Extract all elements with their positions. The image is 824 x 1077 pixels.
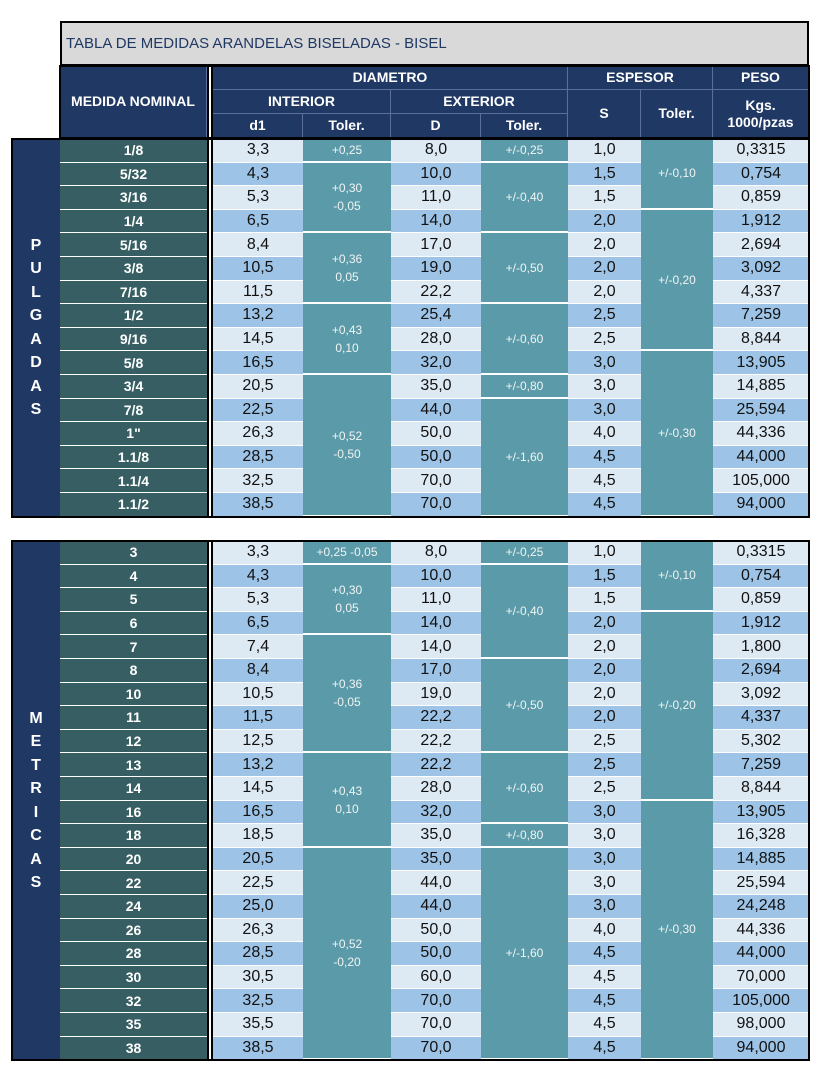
D-cell: 44,0 [391, 399, 481, 423]
peso-cell: 44,000 [713, 942, 809, 966]
nominal-size-cell: 1" [60, 422, 207, 446]
d1-cell: 6,5 [213, 612, 303, 636]
s-cell: 1,5 [568, 588, 641, 612]
peso-cell: 1,800 [713, 635, 809, 659]
D-cell: 17,0 [391, 233, 481, 257]
peso-cell: 5,302 [713, 730, 809, 754]
peso-cell: 44,336 [713, 919, 809, 943]
nominal-size-cell: 38 [60, 1037, 207, 1061]
tolerance-value: +0,25 [331, 142, 363, 157]
s-cell: 3,0 [568, 895, 641, 919]
header-espesor: ESPESOR [568, 66, 713, 90]
section-label-letter: A [30, 377, 42, 395]
peso-cell: 0,3315 [713, 541, 809, 565]
peso-cell: 105,000 [713, 469, 809, 493]
peso-cell: 3,092 [713, 683, 809, 707]
nominal-size-cell: 6 [60, 612, 207, 636]
peso-cell: 0,3315 [713, 139, 809, 163]
d1-cell: 12,5 [213, 730, 303, 754]
s-cell: 3,0 [568, 801, 641, 825]
peso-cell: 7,259 [713, 753, 809, 777]
tolerance-value: +/-0,20 [658, 272, 696, 287]
d1-cell: 25,0 [213, 895, 303, 919]
table-title: TABLA DE MEDIDAS ARANDELAS BISELADAS - BISEL [60, 21, 809, 66]
tolerance-interior-cell [303, 139, 391, 163]
s-cell: 4,0 [568, 422, 641, 446]
section-label-letter: A [30, 850, 42, 868]
D-cell: 19,0 [391, 257, 481, 281]
nominal-size-cell: 35 [60, 1013, 207, 1037]
d1-cell: 8,4 [213, 233, 303, 257]
s-cell: 2,0 [568, 683, 641, 707]
tolerance-value: +/-0,25 [505, 544, 544, 559]
tolerance-interior-cell [303, 375, 391, 517]
d1-cell: 13,2 [213, 753, 303, 777]
D-cell: 44,0 [391, 871, 481, 895]
d1-cell: 10,5 [213, 257, 303, 281]
header-peso: PESO [713, 66, 809, 90]
tolerance-value: +/-0,80 [505, 827, 544, 842]
peso-cell: 8,844 [713, 328, 809, 352]
tolerance-value: +0,52 [331, 936, 363, 951]
tolerance-espesor-cell [641, 612, 713, 801]
tolerance-exterior-cell [481, 233, 568, 304]
tolerance-exterior-cell [481, 304, 568, 375]
d1-cell: 16,5 [213, 801, 303, 825]
tolerance-value: 0,05 [335, 269, 359, 284]
section-label-letter: D [30, 354, 42, 372]
peso-cell: 1,912 [713, 210, 809, 234]
column-separator [207, 139, 213, 517]
tolerance-exterior-cell [481, 399, 568, 517]
d1-cell: 14,5 [213, 777, 303, 801]
D-cell: 44,0 [391, 895, 481, 919]
D-cell: 70,0 [391, 989, 481, 1013]
tolerance-exterior-cell [481, 659, 568, 753]
nominal-size-cell: 16 [60, 801, 207, 825]
tolerance-interior-cell [303, 163, 391, 234]
tolerance-interior-cell [303, 304, 391, 375]
tolerance-espesor-cell [641, 351, 713, 516]
d1-cell: 11,5 [213, 281, 303, 305]
D-cell: 8,0 [391, 139, 481, 163]
section-label-letter: G [29, 307, 43, 325]
s-cell: 2,0 [568, 659, 641, 683]
section-vertical-label [24, 707, 48, 895]
section-label-letter: I [33, 803, 39, 821]
peso-cell: 14,885 [713, 848, 809, 872]
s-cell: 3,0 [568, 351, 641, 375]
D-cell: 14,0 [391, 612, 481, 636]
s-cell: 4,5 [568, 493, 641, 517]
d1-cell: 18,5 [213, 824, 303, 848]
s-cell: 2,0 [568, 257, 641, 281]
nominal-size-cell: 30 [60, 966, 207, 990]
nominal-size-cell: 1/4 [60, 210, 207, 234]
s-cell: 2,5 [568, 777, 641, 801]
tolerance-interior-cell [303, 565, 391, 636]
D-cell: 60,0 [391, 966, 481, 990]
nominal-size-cell: 3/4 [60, 375, 207, 399]
nominal-size-cell: 24 [60, 895, 207, 919]
D-cell: 50,0 [391, 422, 481, 446]
s-cell: 4,0 [568, 919, 641, 943]
s-cell: 3,0 [568, 399, 641, 423]
tolerance-value: +/-0,30 [658, 922, 696, 937]
nominal-size-cell: 1/8 [60, 139, 207, 163]
D-cell: 35,0 [391, 824, 481, 848]
d1-cell: 13,2 [213, 304, 303, 328]
tolerance-value: -0,05 [333, 695, 361, 710]
nominal-size-cell: 1.1/4 [60, 469, 207, 493]
nominal-size-cell: 9/16 [60, 328, 207, 352]
nominal-size-cell: 5 [60, 588, 207, 612]
D-cell: 19,0 [391, 683, 481, 707]
tolerance-value: -0,50 [333, 446, 361, 461]
peso-cell: 16,328 [713, 824, 809, 848]
peso-cell: 13,905 [713, 801, 809, 825]
d1-cell: 38,5 [213, 1037, 303, 1061]
nominal-size-cell: 5/16 [60, 233, 207, 257]
tolerance-exterior-cell [481, 541, 568, 565]
peso-cell: 0,859 [713, 186, 809, 210]
s-cell: 3,0 [568, 824, 641, 848]
nominal-size-cell: 10 [60, 683, 207, 707]
section-label-letter: S [30, 401, 42, 419]
header-d1: d1 [213, 114, 303, 138]
nominal-size-cell: 26 [60, 919, 207, 943]
tolerance-espesor-cell [641, 210, 713, 352]
d1-cell: 11,5 [213, 706, 303, 730]
D-cell: 11,0 [391, 588, 481, 612]
D-cell: 50,0 [391, 942, 481, 966]
s-cell: 2,5 [568, 304, 641, 328]
D-cell: 11,0 [391, 186, 481, 210]
s-cell: 2,0 [568, 281, 641, 305]
d1-cell: 5,3 [213, 588, 303, 612]
s-cell: 1,5 [568, 186, 641, 210]
tolerance-interior-cell [303, 635, 391, 753]
section-vertical-label [24, 234, 48, 422]
s-cell: 3,0 [568, 848, 641, 872]
d1-cell: 35,5 [213, 1013, 303, 1037]
tolerance-espesor-cell [641, 801, 713, 1061]
peso-cell: 3,092 [713, 257, 809, 281]
nominal-size-cell: 5/8 [60, 351, 207, 375]
D-cell: 70,0 [391, 469, 481, 493]
D-cell: 14,0 [391, 635, 481, 659]
tolerance-value: 0,10 [335, 801, 359, 816]
section-label-letter: M [29, 709, 43, 727]
peso-cell: 0,859 [713, 588, 809, 612]
D-cell: 22,2 [391, 706, 481, 730]
header-toler-espesor: Toler. [641, 90, 713, 138]
d1-cell: 5,3 [213, 186, 303, 210]
peso-cell: 24,248 [713, 895, 809, 919]
nominal-size-cell: 8 [60, 659, 207, 683]
D-cell: 70,0 [391, 1013, 481, 1037]
tolerance-espesor-cell [641, 541, 713, 612]
peso-cell: 2,694 [713, 659, 809, 683]
nominal-size-cell: 3/8 [60, 257, 207, 281]
tolerance-interior-cell [303, 848, 391, 1060]
s-cell: 3,0 [568, 871, 641, 895]
header-kgs: Kgs. 1000/pzas [713, 90, 809, 138]
peso-cell: 25,594 [713, 871, 809, 895]
tolerance-value: +0,43 [331, 783, 363, 798]
peso-cell: 70,000 [713, 966, 809, 990]
d1-cell: 38,5 [213, 493, 303, 517]
D-cell: 32,0 [391, 351, 481, 375]
peso-cell: 13,905 [713, 351, 809, 375]
d1-cell: 30,5 [213, 966, 303, 990]
section-label-letter: P [30, 236, 42, 254]
peso-cell: 105,000 [713, 989, 809, 1013]
nominal-size-cell: 4 [60, 565, 207, 589]
D-cell: 70,0 [391, 493, 481, 517]
s-cell: 2,0 [568, 233, 641, 257]
s-cell: 1,0 [568, 139, 641, 163]
nominal-size-cell: 13 [60, 753, 207, 777]
d1-cell: 28,5 [213, 942, 303, 966]
d1-cell: 32,5 [213, 469, 303, 493]
header-exterior: EXTERIOR [391, 90, 568, 114]
tolerance-value: +/-0,50 [505, 698, 544, 713]
s-cell: 2,0 [568, 210, 641, 234]
peso-cell: 4,337 [713, 281, 809, 305]
header-separator [207, 66, 213, 138]
peso-cell: 8,844 [713, 777, 809, 801]
tolerance-exterior-cell [481, 824, 568, 848]
d1-cell: 3,3 [213, 541, 303, 565]
peso-cell: 94,000 [713, 493, 809, 517]
tolerance-interior-cell [303, 233, 391, 304]
peso-cell: 4,337 [713, 706, 809, 730]
D-cell: 28,0 [391, 777, 481, 801]
s-cell: 4,5 [568, 1013, 641, 1037]
tolerance-exterior-cell [481, 848, 568, 1060]
d1-cell: 10,5 [213, 683, 303, 707]
tolerance-exterior-cell [481, 163, 568, 234]
s-cell: 4,5 [568, 989, 641, 1013]
D-cell: 10,0 [391, 565, 481, 589]
d1-cell: 8,4 [213, 659, 303, 683]
s-cell: 4,5 [568, 966, 641, 990]
header-diametro: DIAMETRO [213, 66, 568, 90]
s-cell: 4,5 [568, 469, 641, 493]
section-label-letter: T [31, 756, 41, 774]
tolerance-interior-cell [303, 541, 391, 565]
nominal-size-cell: 7 [60, 635, 207, 659]
d1-cell: 26,3 [213, 919, 303, 943]
section-label-letter: R [30, 780, 42, 798]
column-separator [207, 541, 213, 1060]
D-cell: 50,0 [391, 446, 481, 470]
tolerance-value: 0,05 [335, 600, 359, 615]
peso-cell: 0,754 [713, 565, 809, 589]
D-cell: 22,2 [391, 730, 481, 754]
tolerance-value: +0,36 [331, 251, 363, 266]
section-label-letter: U [30, 260, 42, 278]
D-cell: 32,0 [391, 801, 481, 825]
d1-cell: 4,3 [213, 565, 303, 589]
D-cell: 28,0 [391, 328, 481, 352]
tolerance-value: +/-0,10 [658, 166, 696, 181]
d1-cell: 22,5 [213, 399, 303, 423]
tolerance-value: +0,25 -0,05 [316, 544, 378, 559]
s-cell: 2,0 [568, 612, 641, 636]
D-cell: 50,0 [391, 919, 481, 943]
s-cell: 1,5 [568, 565, 641, 589]
header-toler-exterior: Toler. [481, 114, 568, 138]
peso-cell: 98,000 [713, 1013, 809, 1037]
peso-cell: 94,000 [713, 1037, 809, 1061]
tolerance-value: +/-0,20 [658, 698, 696, 713]
header-interior: INTERIOR [213, 90, 391, 114]
tolerance-value: +0,30 [331, 180, 363, 195]
d1-cell: 14,5 [213, 328, 303, 352]
tolerance-exterior-cell [481, 753, 568, 824]
nominal-size-cell: 5/32 [60, 163, 207, 187]
section-label-letter: E [30, 733, 42, 751]
tolerance-exterior-cell [481, 375, 568, 399]
tolerance-value: +/-0,80 [505, 378, 544, 393]
d1-cell: 20,5 [213, 375, 303, 399]
s-cell: 2,5 [568, 328, 641, 352]
s-cell: 1,0 [568, 541, 641, 565]
peso-cell: 44,000 [713, 446, 809, 470]
tolerance-value: +/-0,25 [505, 142, 544, 157]
tolerance-value: +0,43 [331, 322, 363, 337]
peso-cell: 1,912 [713, 612, 809, 636]
tolerance-value: +/-0,60 [505, 331, 544, 346]
d1-cell: 22,5 [213, 871, 303, 895]
nominal-size-cell: 7/8 [60, 399, 207, 423]
nominal-size-cell: 32 [60, 989, 207, 1013]
peso-cell: 14,885 [713, 375, 809, 399]
tolerance-value: -0,20 [333, 954, 361, 969]
section-label-letter: S [30, 874, 42, 892]
d1-cell: 6,5 [213, 210, 303, 234]
s-cell: 3,0 [568, 375, 641, 399]
d1-cell: 26,3 [213, 422, 303, 446]
tolerance-value: +0,30 [331, 582, 363, 597]
tolerance-exterior-cell [481, 139, 568, 163]
tolerance-value: +0,52 [331, 428, 363, 443]
nominal-size-cell: 7/16 [60, 281, 207, 305]
header-toler-interior: Toler. [303, 114, 391, 138]
D-cell: 35,0 [391, 375, 481, 399]
D-cell: 35,0 [391, 848, 481, 872]
nominal-size-cell: 20 [60, 848, 207, 872]
D-cell: 25,4 [391, 304, 481, 328]
tolerance-value: +/-0,10 [658, 568, 696, 583]
D-cell: 8,0 [391, 541, 481, 565]
header-D: D [391, 114, 481, 138]
peso-cell: 44,336 [713, 422, 809, 446]
D-cell: 17,0 [391, 659, 481, 683]
tolerance-espesor-cell [641, 139, 713, 210]
header-s: S [568, 90, 641, 138]
section-label-letter: A [30, 330, 42, 348]
peso-cell: 7,259 [713, 304, 809, 328]
s-cell: 4,5 [568, 446, 641, 470]
tolerance-value: +/-0,30 [658, 425, 696, 440]
section-label-letter: C [30, 827, 42, 845]
header-medida-nominal: MEDIDA NOMINAL [60, 66, 207, 138]
tolerance-value: +/-0,50 [505, 260, 544, 275]
d1-cell: 4,3 [213, 163, 303, 187]
s-cell: 2,5 [568, 730, 641, 754]
D-cell: 14,0 [391, 210, 481, 234]
s-cell: 2,0 [568, 635, 641, 659]
tolerance-value: -0,05 [333, 198, 361, 213]
d1-cell: 32,5 [213, 989, 303, 1013]
nominal-size-cell: 22 [60, 871, 207, 895]
s-cell: 1,5 [568, 163, 641, 187]
nominal-size-cell: 3/16 [60, 186, 207, 210]
peso-cell: 2,694 [713, 233, 809, 257]
nominal-size-cell: 12 [60, 730, 207, 754]
peso-cell: 0,754 [713, 163, 809, 187]
D-cell: 10,0 [391, 163, 481, 187]
nominal-size-cell: 3 [60, 541, 207, 565]
d1-cell: 7,4 [213, 635, 303, 659]
s-cell: 4,5 [568, 1037, 641, 1061]
tolerance-value: +/-0,40 [505, 189, 544, 204]
nominal-size-cell: 18 [60, 824, 207, 848]
tolerance-value: 0,10 [335, 340, 359, 355]
nominal-size-cell: 1.1/2 [60, 493, 207, 517]
D-cell: 22,2 [391, 281, 481, 305]
nominal-size-cell: 28 [60, 942, 207, 966]
nominal-size-cell: 11 [60, 706, 207, 730]
tolerance-value: +/-1,60 [505, 945, 544, 960]
d1-cell: 20,5 [213, 848, 303, 872]
s-cell: 2,0 [568, 706, 641, 730]
tolerance-value: +/-1,60 [505, 449, 544, 464]
nominal-size-cell: 14 [60, 777, 207, 801]
section-label-letter: L [31, 283, 41, 301]
d1-cell: 3,3 [213, 139, 303, 163]
D-cell: 22,2 [391, 753, 481, 777]
nominal-size-cell: 1.1/8 [60, 446, 207, 470]
s-cell: 2,5 [568, 753, 641, 777]
s-cell: 4,5 [568, 942, 641, 966]
nominal-size-cell: 1/2 [60, 304, 207, 328]
tolerance-value: +/-0,60 [505, 780, 544, 795]
D-cell: 70,0 [391, 1037, 481, 1061]
d1-cell: 16,5 [213, 351, 303, 375]
peso-cell: 25,594 [713, 399, 809, 423]
tolerance-interior-cell [303, 753, 391, 847]
tolerance-value: +/-0,40 [505, 603, 544, 618]
d1-cell: 28,5 [213, 446, 303, 470]
tolerance-exterior-cell [481, 565, 568, 659]
tolerance-value: +0,36 [331, 677, 363, 692]
